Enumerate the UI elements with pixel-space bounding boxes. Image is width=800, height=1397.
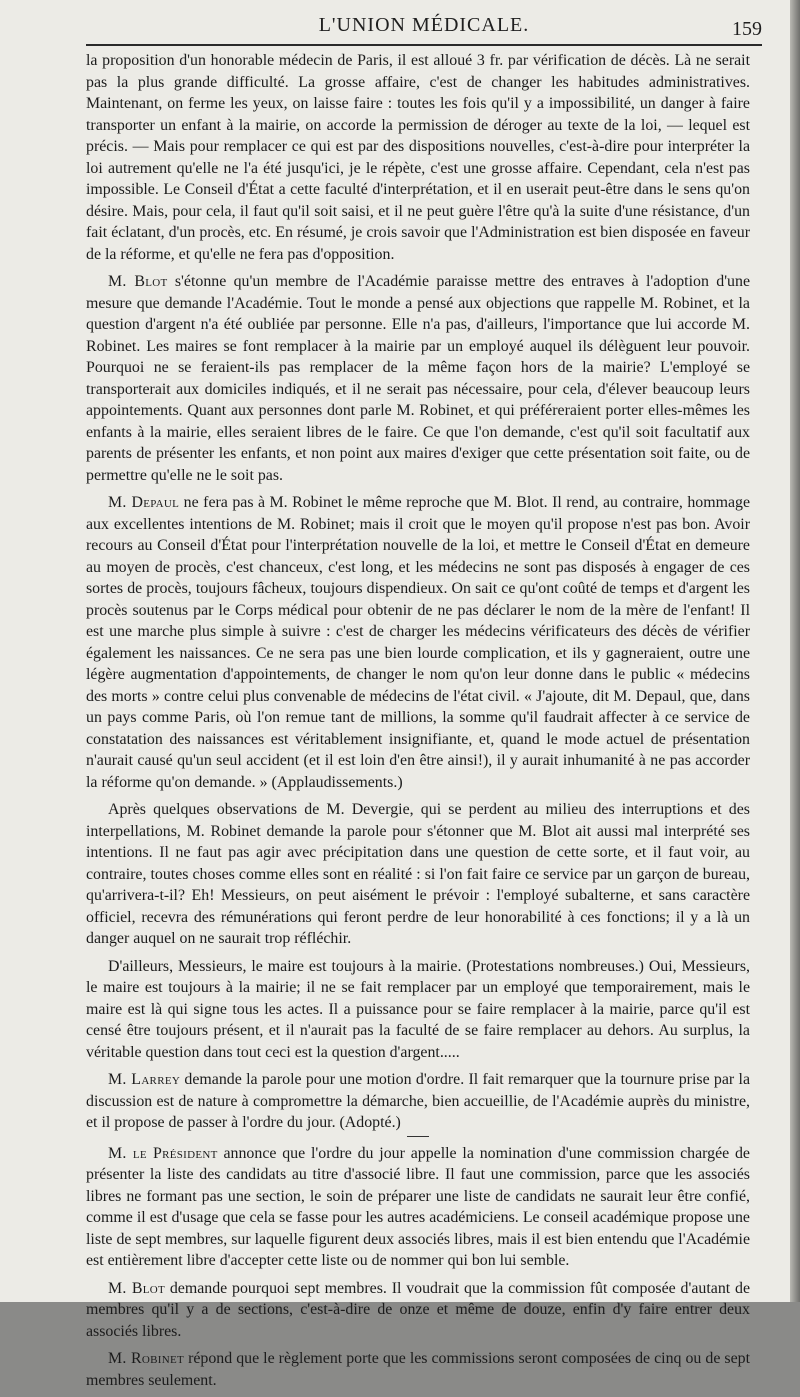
paragraph — [86, 271, 750, 486]
paragraph — [86, 799, 750, 950]
page-number: 159 — [732, 18, 762, 40]
paragraph-text: demande la parole pour une motion d'ordre. Il fait remarquer que la tournure prise par la discussion est de nature à compromettre la démarche, bien accueillie, de l'Académie auprès du ministre, et il propose de passer à l'ordre du jour. (Adopté.) — [86, 1071, 750, 1131]
paragraph — [86, 1278, 750, 1343]
section-divider — [407, 1136, 429, 1137]
paragraph-text: demande pourquoi sept membres. Il voudrait que la commission fût composée d'autant de membres qu'il y a de sections, c'est-à-dire de onze et même de douze, enfin d'y faire entrer deux associés libres. — [86, 1279, 751, 1340]
article-body — [86, 50, 750, 1397]
paragraph-text: D'ailleurs, Messieurs, le maire est toujours à la mairie. (Protestations nombreuses.) Oui, Messieurs, le maire est toujours à la mairie; il ne se fait remplacer par un employé que temporairement, mais le maire est là qui signe tous les actes. Il a puissance pour se faire remplacer à la mairie, parce qu'il est censé être toujours présent, et il n'aurait pas la faculté de se faire remplacer au dehors. Au surplus, la véritable question dans tout ceci est la question d'argent..... — [86, 957, 750, 1061]
paragraph — [86, 492, 750, 793]
paragraph — [86, 1143, 750, 1272]
paragraph-text: la proposition d'un honorable médecin de Paris, il est alloué 3 fr. par vérification de décès. Là ne serait pas la plus grande difficulté. La grosse affaire, c'est de changer les habitudes administratives. Maintenant, on ferme les yeux, on laisse faire : toutes les fois qu'il y a impossibilité, un danger à faire transporter un enfant à la mairie, on accorde la permission de déroger au texte de la loi, — lequel est précis. — Mais pour remplacer ce qui est par des dispositions nouvelles, c'est-à-dire pour interpréter la loi autrement qu'elle ne l'a été jusqu'ici, je le répète, c'est une grosse affaire. Cependant, cela n'est pas impossible. Le Conseil d'État a cette faculté d'interprétation, et il en userait peut-être dans le sens qu'on désire. Mais, pour cela, il faut qu'il soit saisi, et il ne peut guère l'être qu'à la suite d'une résistance, d'un fait éclatant, d'un procès, etc. En résumé, je crois savoir que l'Administration est bien disposée en faveur de la réforme, et qu'elle ne fera pas d'opposition. — [86, 52, 750, 263]
page-header — [86, 6, 762, 38]
paragraph — [86, 50, 750, 265]
header-rule — [86, 44, 762, 46]
paragraph — [86, 1348, 750, 1391]
speaker-name: M. Robinet — [108, 1350, 185, 1367]
paragraph-text: s'étonne qu'un membre de l'Académie paraisse mettre des entraves à l'adoption d'une mesure que demande l'Académie. Tout le monde a pensé aux objections que rappelle M. Robinet, et la question d'argent n'a été oubliée par personne. Elle n'a pas, d'ailleurs, l'importance que lui accorde M. Robinet. Les maires se font remplacer à la mairie par un employé auquel ils délèguent leur pouvoir. Pourquoi ne se feraient-ils pas remplacer de la même façon hors de la mairie? L'employé se transporterait aux domiciles indiqués, et il ne serait pas nécessaire, pour cela, d'élever beaucoup leurs appointements. Quant aux personnes dont parle M. Robinet, et qui préféreraient porter elles-mêmes les enfants à la mairie, elles seraient libres de le faire. Ce que l'on demande, c'est qu'il soit facultatif aux parents de présenter les enfants, et non point aux maires d'exiger que cette présentation soit faite, ou de permettre qu'elle ne le soit pas. — [86, 273, 750, 484]
paragraph-text: ne fera pas à M. Robinet le même reproche que M. Blot. Il rend, au contraire, hommage aux excellentes intentions de M. Robinet; mais il croit que le moyen qu'il propose n'est pas bon. Avoir recours au Conseil d'État pour l'interprétation nouvelle de la loi, et mettre le Conseil d'État en demeure au moyen de procès, c'est chanceux, c'est long, et les médecins ne sont pas disposés à engager de ces sortes de procès, toujours fâcheux, toujours dispendieux. On sait ce qu'ont coûté de temps et d'argent les procès soutenus par le Corps médical pour obtenir de ne pas déclarer le nom de la mère de l'enfant! Il est une marche plus simple à suivre : c'est de charger les médecins vérificateurs des décès de vérifier également les naissances. Ce ne sera pas une bien lourde complication, et ils y gagneraient, outre une légère augmentation d'appointements, de changer le nom qu'on leur donne dans le public « médecins des morts » contre celui plus convenable de médecins de l'état civil. « J'ajoute, dit M. Depaul, que, dans un pays comme Paris, où l'on remue tant de millions, la somme qu'il faudrait affecter à ce service de constatation des naissances est véritablement insignifiante, et, quand le mode actuel de présentation n'aurait causé qu'un seul accident (et il est loin d'en être ainsi!), il y aurait inhumanité à ne pas accorder la réforme qu'on demande. » (Applaudissements.) — [86, 494, 751, 791]
running-title: L'UNION MÉDICALE. — [318, 14, 530, 36]
paragraph — [86, 956, 750, 1064]
speaker-name: M. le Président — [108, 1144, 218, 1162]
paragraph-text: répond que le règlement porte que les commissions seront composées de cinq ou de sept membres seulement. — [86, 1350, 751, 1389]
speaker-name: M. Blot — [108, 1279, 166, 1297]
paragraph-text: Après quelques observations de M. Devergie, qui se perdent au milieu des interruptions et des interpellations, M. Robinet demande la parole pour s'étonner que M. Blot ait aussi mal interprété ses intentions. Il ne faut pas agir avec précipitation dans une question de cette sorte, et il faut voir, au contraire, toutes choses comme elles sont en réalité : si l'on fait faire ce service par un garçon de bureau, qu'arrivera-t-il? Eh! Messieurs, on peut aisément le prévoir : l'employé subalterne, et sans caractère officiel, recevra des rémunérations qui feront perdre de leur honorabilité à ces fonctions; il y a là un danger auquel on ne saurait trop réfléchir. — [86, 801, 750, 947]
paragraph-text: annonce que l'ordre du jour appelle la nomination d'une commission chargée de présenter la liste des candidats au titre d'associé libre. Il faut une commission, parce que les associés libres ne formant pas une section, le soin de préparer une liste de candidats ne saurait leur être confié, comme il est d'usage que cela se fasse pour les autres académiciens. Le conseil académique propose une liste de sept membres, sur laquelle figurent deux associés libres, mais il est bien entendu que l'Académie est entièrement libre d'accepter cette liste ou de nommer qui bon lui semble. — [86, 1144, 750, 1269]
page-edge-shadow — [790, 0, 800, 1302]
speaker-name: M. Larrey — [108, 1071, 181, 1088]
paragraph — [86, 1069, 750, 1134]
speaker-name: M. Blot — [108, 273, 168, 290]
speaker-name: M. Depaul — [108, 494, 180, 511]
